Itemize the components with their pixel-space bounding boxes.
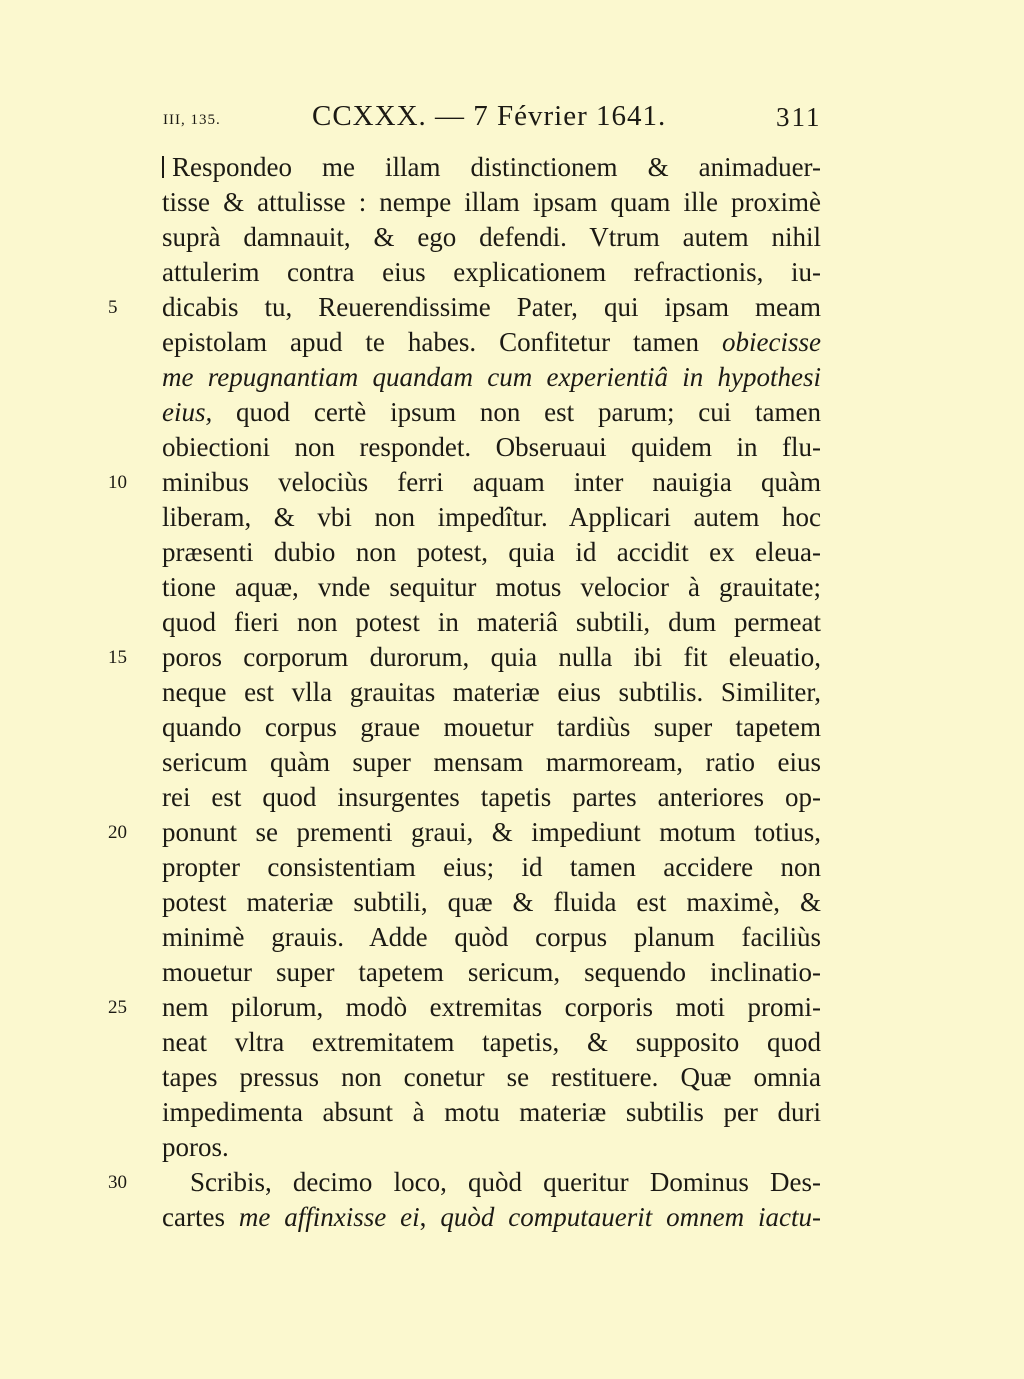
italic-text: quòd computauerit omnem iactu- xyxy=(440,1202,822,1232)
text-line xyxy=(162,780,821,815)
text-line xyxy=(162,255,821,290)
text-line xyxy=(162,815,821,850)
volume-reference: III, 135. xyxy=(163,112,221,128)
text-segment: præsenti dubio non potest, quia id accidit ex eleua- xyxy=(162,537,821,567)
text-segment: tisse & attulisse : nempe illam ipsam quam ille proximè xyxy=(162,187,821,217)
text-line xyxy=(190,1165,821,1200)
text-line xyxy=(162,955,821,990)
text-line xyxy=(162,325,821,360)
text-line xyxy=(162,185,821,220)
line-number: 15 xyxy=(108,647,127,668)
text-segment: ponunt se prementi graui, & impediunt motum totius, xyxy=(162,817,821,847)
text-segment: impedimenta absunt à motu materiæ subtilis per duri xyxy=(162,1097,821,1127)
text-segment: Respondeo me illam distinctionem & animaduer- xyxy=(172,152,821,182)
text-segment: potest materiæ subtili, quæ & fluida est maximè, & xyxy=(162,887,821,917)
text-line xyxy=(162,395,821,430)
text-segment: sericum quàm super mensam marmoream, ratio eius xyxy=(162,747,821,777)
text-line xyxy=(162,990,821,1025)
italic-text: me affinxisse ei xyxy=(238,1202,420,1232)
text-line xyxy=(162,850,821,885)
line-number: 5 xyxy=(108,297,118,318)
text-segment: propter consistentiam eius; id tamen accidere non xyxy=(162,852,821,882)
text-segment: attulerim contra eius explicationem refractionis, iu- xyxy=(162,257,821,287)
text-segment: neque est vlla grauitas materiæ eius subtilis. Similiter, xyxy=(162,677,821,707)
text-segment: rei est quod insurgentes tapetis partes anteriores op- xyxy=(162,782,821,812)
text-line xyxy=(162,675,821,710)
text-line xyxy=(162,1095,821,1130)
text-segment: suprà damnauit, & ego defendi. Vtrum autem nihil xyxy=(162,222,821,252)
text-line xyxy=(162,1060,821,1095)
text-line xyxy=(162,430,821,465)
text-line xyxy=(162,1130,821,1165)
text-segment: tione aquæ, vnde sequitur motus velocior à grauitate; xyxy=(162,572,821,602)
text-segment: mouetur super tapetem sericum, sequendo inclinatio- xyxy=(162,957,821,987)
text-line xyxy=(162,150,821,185)
text-segment: poros corporum durorum, quia nulla ibi fit eleuatio, xyxy=(162,642,821,672)
text-segment: epistolam apud te habes. Confitetur tamen xyxy=(162,327,723,357)
italic-text: obiecisse xyxy=(722,327,821,357)
line-number: 20 xyxy=(108,822,127,843)
text-line xyxy=(162,1025,821,1060)
italic-text: eius, xyxy=(162,397,213,427)
text-segment: dicabis tu, Reuerendissime Pater, qui ipsam meam xyxy=(162,292,821,322)
line-number: 25 xyxy=(108,997,127,1018)
text-line xyxy=(162,885,821,920)
running-head xyxy=(0,100,1024,140)
page-number: 311 xyxy=(776,102,822,132)
text-segment: nem pilorum, modò extremitas corporis moti promi- xyxy=(162,992,821,1022)
text-line xyxy=(162,570,821,605)
italic-text: me repugnantiam quandam cum experientiâ in hypothesi xyxy=(162,362,821,392)
text-segment: poros. xyxy=(162,1132,229,1162)
letter-heading: CCXXX. — 7 Février 1641. xyxy=(312,100,667,132)
text-line xyxy=(162,290,821,325)
line-number: 30 xyxy=(108,1172,127,1193)
text-line xyxy=(162,360,821,395)
text-line xyxy=(162,605,821,640)
text-segment: liberam, & vbi non impedîtur. Applicari autem hoc xyxy=(162,502,821,532)
text-line xyxy=(162,710,821,745)
text-segment: tapes pressus non conetur se restituere. Quæ omnia xyxy=(162,1062,821,1092)
text-segment: obiectioni non respondet. Obseruaui quidem in flu- xyxy=(162,432,821,462)
text-segment: minibus velociùs ferri aquam inter nauigia quàm xyxy=(162,467,821,497)
text-segment: Scribis, decimo loco, quòd queritur Dominus Des- xyxy=(190,1167,821,1197)
text-segment: quando corpus graue mouetur tardiùs super tapetem xyxy=(162,712,821,742)
text-segment: minimè grauis. Adde quòd corpus planum faciliùs xyxy=(162,922,821,952)
text-line xyxy=(162,920,821,955)
text-line xyxy=(162,220,821,255)
text-line xyxy=(162,500,821,535)
text-line xyxy=(162,640,821,675)
text-segment: , xyxy=(419,1202,441,1232)
text-segment: neat vltra extremitatem tapetis, & supposito quod xyxy=(162,1027,821,1057)
page-break-marker xyxy=(162,156,164,178)
text-segment: quod certè ipsum non est parum; cui tamen xyxy=(212,397,821,427)
text-line xyxy=(162,535,821,570)
text-line xyxy=(162,1200,821,1235)
text-line xyxy=(162,745,821,780)
text-segment: cartes xyxy=(162,1202,239,1232)
text-segment: quod fieri non potest in materiâ subtili, dum permeat xyxy=(162,607,821,637)
line-number: 10 xyxy=(108,472,127,493)
text-line xyxy=(162,465,821,500)
